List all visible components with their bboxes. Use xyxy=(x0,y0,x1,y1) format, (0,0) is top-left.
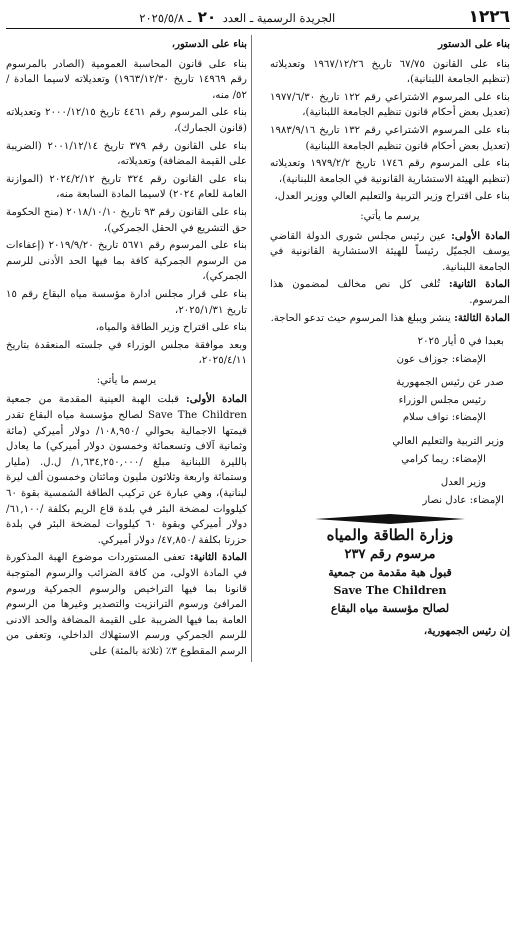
ministry-heading: وزارة الطاقة والمياه xyxy=(326,526,454,545)
grant-article-2-text: تعفى المستوردات موضوع الهبة المذكورة في المادة الاولى، من كافة الضرائب والرسوم المتوجبة قانونا بما فيها التراخيص والرسوم الجمركية ورسوم المرافئ ورسوم الترانزيت والتصدير وغيرها من الرسوم العامة بما فيها الضريبة على القيمة المضافة والحد الادنى للرسم الجمركي ورسم الاستهلاك الداخلي، وتعفى من الرسم المقطوع ٣٪ (ثلاثة بالمئة) على xyxy=(6,552,247,657)
article-2-text: تُلغى كل نص مخالف لمضمون هذا المرسوم. xyxy=(270,279,510,306)
article-3 xyxy=(270,311,510,327)
decree-subject-line-1: قبول هبة مقدمة من جمعية xyxy=(328,566,452,580)
decree-title-block xyxy=(270,546,510,618)
justice-minister-signature: الإمضاء: عادل نصار xyxy=(422,494,504,506)
columns xyxy=(6,35,510,662)
education-minister-signature: الإمضاء: ريما كرامي xyxy=(401,453,486,465)
article-1-label: المادة الأولى: xyxy=(451,229,510,242)
decree-organisation: Save The Children xyxy=(333,584,447,598)
president-signature: الإمضاء: جوزاف عون xyxy=(396,353,486,365)
grant-article-1 xyxy=(6,392,247,548)
preamble-clause-4: بناء على المرسوم رقم ١٧٤٦ تاريخ ١٩٧٩/٢/٢ وتعديلاته (تنظيم الهيئة الاستشارية القانونية في الجامعة اللبنانية)، xyxy=(270,158,511,185)
left-column xyxy=(6,35,252,662)
issue-date: ـ ٢٠٢٥/٥/٨ xyxy=(139,11,192,25)
right-column xyxy=(264,35,510,662)
issue-number: ٢٠ xyxy=(197,8,217,26)
preamble-heading-2: بناء على الدستور، xyxy=(171,38,247,50)
decree-formula: يرسم ما يأتي: xyxy=(360,210,420,222)
preamble-clause-1: بناء على القانون ٦٧/٧٥ تاريخ ١٩٦٧/١٢/٢٦ وتعديلاته (تنظيم الجامعة اللبنانية)، xyxy=(270,58,511,86)
page-header xyxy=(6,6,510,29)
decree-formula-2: يرسم ما يأتي: xyxy=(96,374,157,386)
article-1-text: عين رئيس مجلس شورى الدولة القاضي يوسف الجميّل رئيساً للهيئة الاستشارية القانونية في الجامعة اللبنانية. xyxy=(270,230,510,273)
section-divider-ornament xyxy=(315,514,465,524)
article-1 xyxy=(270,229,510,276)
issued-by: صدر عن رئيس الجمهورية xyxy=(396,377,504,389)
gazette-name: الجريدة الرسمية ـ العدد xyxy=(222,11,336,25)
pm-signature: الإمضاء: نواف سلام xyxy=(402,412,486,424)
decree-subject-line-2: لصالح مؤسسة مياه البقاع xyxy=(330,602,450,616)
grant-article-2 xyxy=(6,550,247,659)
grant-article-1-text: قبلت الهبة العينية المقدمة من جمعية Save The Children لصالح مؤسسة مياه البقاع تقدر قيمتها الاجمالية بحوالي /١٠٨,٩٥٠/ دولار أميركي (مائة وثمانية آلاف وتسعمائة وخمسون دولار أميركي) ما يعادل بالليرة اللبنانية مبلغ /١,٦٣٤,٢٥٠,٠٠٠/ ل.ل. (مليار وستمائة واربعة وثلاثون مليون ومائتان وخمسون ألف ليرة لبنانية)، وهي عبارة عن تركيب الطاقة الشمسية بقوة ٦٠ كيلووات لمضخة البئر في بلدة قاع الريم بكلفة /٦١,١٠٠/ دولار أميركي وبقوة ٦٠ كيلووات لمضخة البئر في بلدة حزرتا بكلفة /٤٧,٨٥٠/ دولار أميركي. xyxy=(6,394,248,546)
preamble-heading: بناء على الدستور xyxy=(438,38,510,50)
preamble-clause-2-2: بناء على المرسوم رقم ٤٤٦١ تاريخ ٢٠٠٠/١٢/١٥ وتعديلاته (قانون الجمارك)، xyxy=(6,107,248,134)
page-number: ١٢٢٦ xyxy=(468,7,510,27)
article-2-label: المادة الثانية: xyxy=(448,278,510,291)
article-3-label: المادة الثالثة: xyxy=(454,311,510,324)
preamble-clause-2-5: بناء على القانون رقم ٩٣ تاريخ ٢٠١٨/١٠/١٠ (منح الحكومة حق التشريع في الحقل الجمركي)، xyxy=(6,206,247,234)
gazette-title xyxy=(139,8,335,26)
article-2 xyxy=(270,277,510,308)
opening-formula: إن رئيس الجمهورية، xyxy=(423,625,510,638)
preamble-clause-2-7: بناء على قرار مجلس ادارة مؤسسة مياه البقاع رقم ١٥ تاريخ ٢٠٢٥/١/٣١، xyxy=(6,288,247,316)
preamble-clause-2-9: وبعد موافقة مجلس الوزراء في جلسته المنعقدة بتاريخ ٢٠٢٥/٤/١١، xyxy=(6,339,247,367)
preamble-clause-3: بناء على المرسوم الاشتراعي رقم ١٣٢ تاريخ ١٩٨٣/٩/١٦ (تعديل بعض أحكام قانون تنظيم الجامعة اللبنانية) xyxy=(270,124,510,152)
preamble-clause-2-3: بناء على القانون رقم ٣٧٩ تاريخ ٢٠٠١/١٢/١٤ (الضريبة على القيمة المضافة) وتعديلاته، xyxy=(6,140,248,168)
pm-title: رئيس مجلس الوزراء xyxy=(398,394,486,406)
preamble-clause-2-6: بناء على المرسوم رقم ٥٦٧١ تاريخ ٢٠١٩/٩/٢٠ (إعفاءات من الرسوم الجمركية كافة بما فيها الحد الأدنى للرسم الجمركي)، xyxy=(6,240,247,283)
justice-minister-title: وزير العدل xyxy=(440,477,486,489)
preamble-clause-5: بناء على اقتراح وزير التربية والتعليم العالي ووزير العدل، xyxy=(274,191,510,203)
decree-number: مرسوم رقم ٢٣٧ xyxy=(344,547,436,563)
preamble-clause-2-8: بناء على اقتراح وزير الطاقة والمياه، xyxy=(95,322,247,334)
education-minister-title: وزير التربية والتعليم العالي xyxy=(392,436,504,448)
grant-article-1-label: المادة الأولى: xyxy=(185,393,247,406)
place-date: بعبدا في ٥ أيار ٢٠٢٥ xyxy=(417,336,504,348)
article-3-text: ينشر ويبلغ هذا المرسوم حيث تدعو الحاجة. xyxy=(270,312,451,324)
grant-article-2-label: المادة الثانية: xyxy=(189,551,247,564)
preamble-clause-2-1: بناء على قانون المحاسبة العمومية (الصادر بالمرسوم رقم ١٤٩٦٩ تاريخ ١٩٦٣/١٢/٣٠) وتعديلاته لاسيما المادة /٥٢/ منه، xyxy=(6,58,247,101)
preamble-clause-2: بناء على المرسوم الاشتراعي رقم ١٢٢ تاريخ ١٩٧٧/٦/٣٠ (تعديل بعض أحكام قانون تنظيم الجامعة اللبنانية)، xyxy=(270,91,510,119)
preamble-clause-2-4: بناء على القانون رقم ٣٢٤ تاريخ ٢٠٢٤/٢/١٢ (الموازنة العامة للعام ٢٠٢٤) لاسيما المادة السابعة منه، xyxy=(6,173,247,201)
